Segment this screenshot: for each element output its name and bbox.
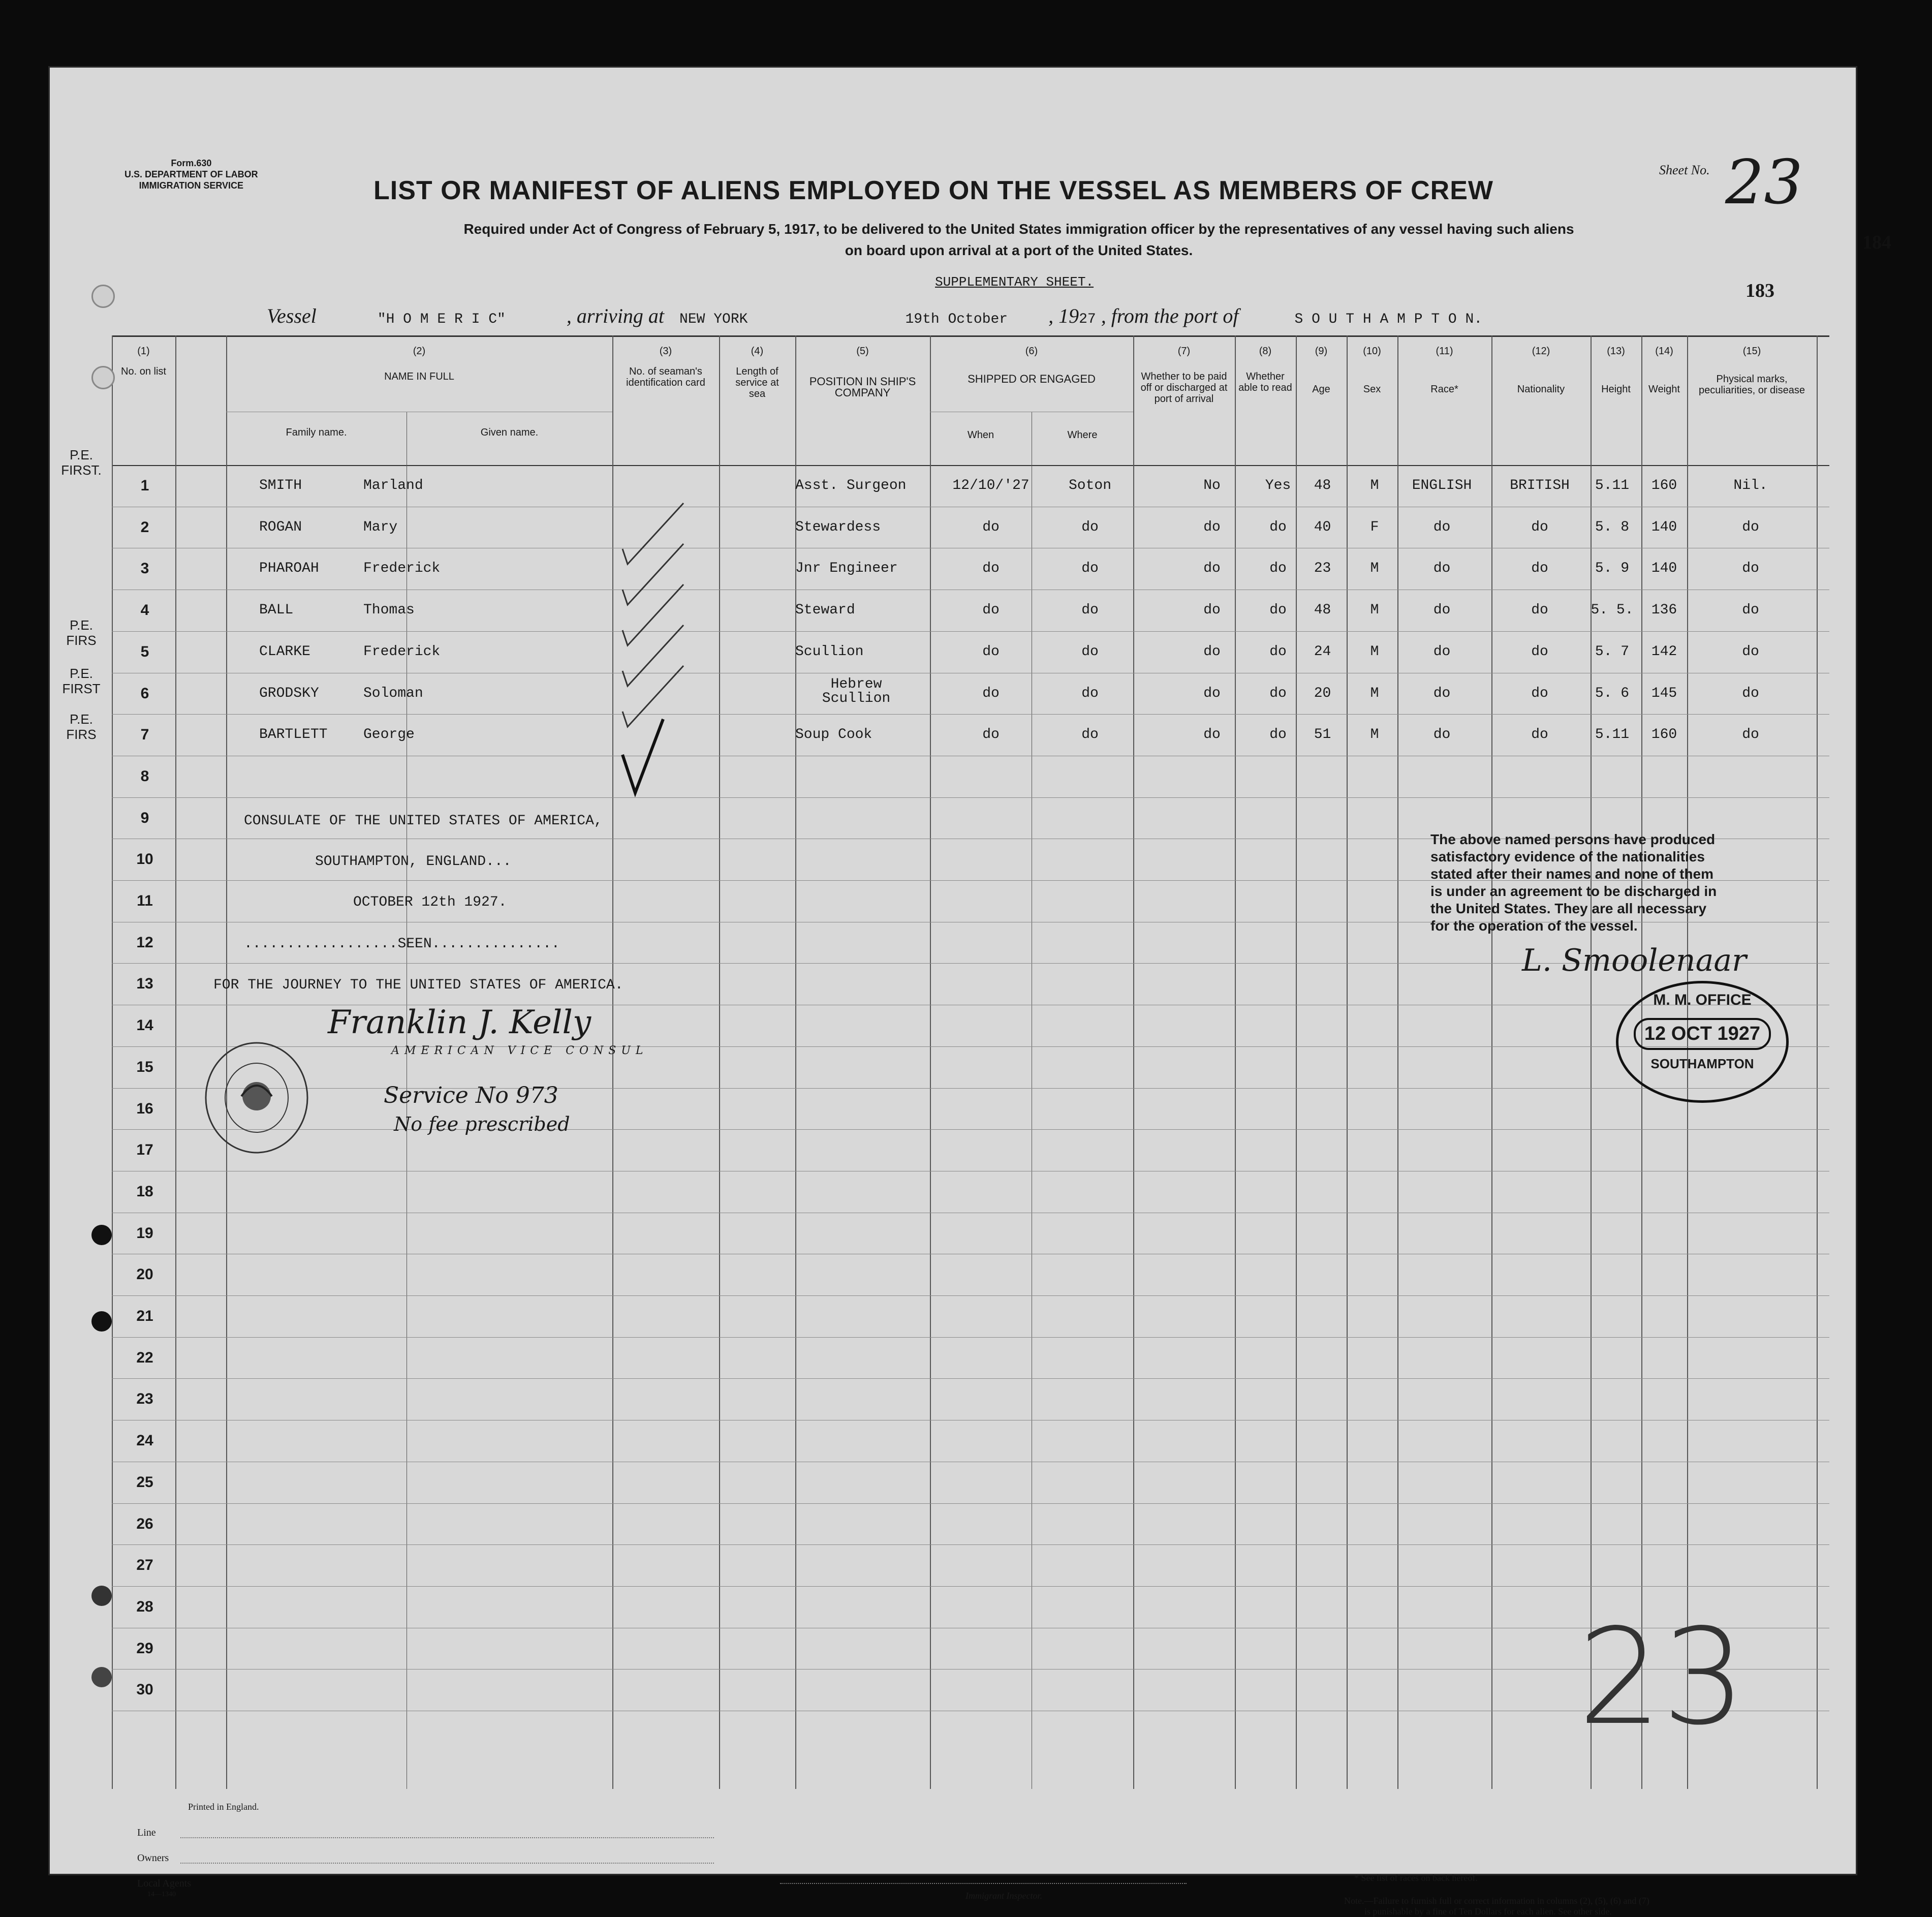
sheet-number-label: Sheet No.: [1659, 163, 1710, 177]
col-3-label: No. of seaman's identification card: [626, 366, 705, 388]
crew-race-cell: do: [1433, 602, 1451, 619]
col-12-num: (12): [1532, 346, 1550, 357]
crew-paid-cell: do: [1203, 602, 1221, 619]
col-line: [175, 335, 176, 1789]
crew-age-cell: 40: [1314, 519, 1331, 535]
subtitle-line-1: Required under Act of Congress of February 5, 1917, to be delivered to the United States immigration officer by the representatives of any vessel having such aliens: [463, 221, 1574, 237]
consulate-seal: [201, 1039, 313, 1156]
col-line: [1591, 335, 1592, 1789]
row-rule: [112, 631, 1829, 632]
pe-note: P.E. FIRS: [66, 712, 97, 742]
col-15-num: (15): [1742, 346, 1761, 357]
row-rule: [112, 1295, 1829, 1296]
crew-when-cell: 12/10/'27: [952, 478, 1030, 493]
crew-nationality-cell: do: [1531, 685, 1548, 701]
row-number: 25: [136, 1473, 153, 1491]
crew-weight-cell: 136: [1651, 602, 1677, 619]
crew-given-cell: Thomas: [363, 602, 415, 619]
binder-hole: [91, 1225, 112, 1245]
declaration-line: for the operation of the vessel.: [1430, 918, 1638, 934]
inspector-label: Immigrant Inspector.: [965, 1891, 1042, 1901]
crew-race-cell: do: [1433, 685, 1451, 701]
crew-weight-cell: 142: [1651, 643, 1677, 660]
stamp-date: 12 OCT 1927: [1634, 1018, 1771, 1050]
binder-hole: [91, 1667, 112, 1687]
crew-position-cell: Jnr Engineer: [795, 561, 898, 577]
declaration-line: stated after their names and none of them: [1430, 866, 1713, 882]
crew-sex-cell: M: [1370, 685, 1379, 701]
office-stamp: [1616, 981, 1789, 1103]
col-15-label: Physical marks, peculiarities, or disease: [1699, 374, 1805, 396]
row-number: 24: [136, 1432, 153, 1449]
crew-given-cell: Mary: [363, 519, 398, 535]
col-line: [1235, 335, 1236, 1789]
crew-when-cell: do: [982, 602, 1000, 619]
table-top-border: [112, 335, 1829, 337]
declaration: [1430, 831, 1717, 935]
page-title: LIST OR MANIFEST OF ALIENS EMPLOYED ON THE VESSEL AS MEMBERS OF CREW: [373, 176, 1493, 205]
line-field: [180, 1837, 714, 1838]
inspector-field: [780, 1883, 1187, 1884]
col-line: [719, 335, 720, 1789]
crew-given-cell: Frederick: [363, 561, 441, 577]
row-number: 17: [136, 1141, 153, 1159]
arrival-date: 19th October: [905, 312, 1008, 327]
row-number: 27: [136, 1557, 153, 1574]
crew-paid-cell: do: [1203, 643, 1221, 660]
line-label: Line: [137, 1827, 156, 1838]
col-5-label: POSITION IN SHIP'S COMPANY: [809, 375, 916, 399]
crew-position-cell: Scullion: [795, 643, 864, 660]
crew-given-cell: Frederick: [363, 643, 441, 660]
row-number: 7: [140, 726, 149, 744]
crew-weight-cell: 160: [1651, 478, 1677, 493]
crew-height-cell: 5.11: [1595, 478, 1630, 493]
crew-height-cell: 5. 5.: [1591, 602, 1634, 619]
crew-position-cell: Stewardess: [795, 519, 881, 535]
crew-sex-cell: M: [1370, 727, 1379, 743]
crew-sex-cell: F: [1370, 519, 1379, 535]
col-10-num: (10): [1363, 346, 1381, 357]
col-4-num: (4): [751, 346, 764, 357]
crew-read-cell: do: [1269, 643, 1287, 660]
crew-read-cell: do: [1269, 561, 1287, 577]
row-rule: [112, 1586, 1829, 1587]
col-4-label: Length of service at sea: [735, 366, 779, 399]
crew-when-cell: do: [982, 685, 1000, 701]
crew-where-cell: do: [1081, 643, 1099, 660]
row-rule: [112, 797, 1829, 798]
from-label: , from the port of: [1101, 304, 1239, 327]
col-line: [1133, 335, 1134, 1789]
crew-family-cell: GRODSKY: [259, 685, 319, 701]
crew-sex-cell: M: [1370, 478, 1379, 493]
crew-marks-cell: do: [1742, 685, 1759, 701]
crew-age-cell: 48: [1314, 602, 1331, 619]
crew-height-cell: 5. 6: [1595, 685, 1630, 701]
col-5-num: (5): [856, 346, 869, 357]
pe-note: P.E. FIRST.: [61, 447, 102, 478]
crew-marks-cell: do: [1742, 727, 1759, 743]
col-8-label: Whether able to read: [1238, 371, 1292, 393]
crew-family-cell: BARTLETT: [259, 727, 328, 743]
family-name-header: Family name.: [286, 427, 347, 438]
crew-paid-cell: do: [1203, 561, 1221, 577]
arrival-port: NEW YORK: [679, 312, 748, 327]
pe-note: P.E. FIRST: [62, 666, 101, 696]
crew-position-cell: Soup Cook: [795, 727, 872, 743]
col-2-num: (2): [413, 346, 426, 357]
crew-position-cell: Steward: [795, 602, 855, 619]
manifest-sheet: [48, 66, 1891, 1916]
crew-read-cell: do: [1269, 685, 1287, 701]
crew-position-cell: Hebrew Scullion: [822, 676, 891, 706]
row-number: 22: [136, 1349, 153, 1366]
col-9-label: Age: [1312, 384, 1330, 395]
header-bottom-border: [112, 465, 1829, 466]
penalty-note-line: is punishable by a fine of Ten Dollars for each alien. See other side.: [1364, 1906, 1612, 1916]
col-line: [930, 335, 931, 1789]
row-rule: [112, 1129, 1829, 1130]
crew-marks-cell: do: [1742, 561, 1759, 577]
row-number: 13: [136, 975, 153, 993]
vessel-line: [267, 304, 1482, 328]
crew-given-cell: Soloman: [363, 685, 423, 701]
consulate-line-4: ..................SEEN...............: [244, 936, 560, 952]
binder-hole: [91, 1311, 112, 1332]
owners-field: [180, 1863, 714, 1864]
row-number: 6: [140, 685, 149, 702]
crew-when-cell: do: [982, 643, 1000, 660]
crew-age-cell: 48: [1314, 478, 1331, 493]
crew-where-cell: Soton: [1068, 478, 1111, 493]
declaration-line: satisfactory evidence of the nationalities: [1430, 849, 1705, 864]
department: U.S. DEPARTMENT OF LABOR: [124, 169, 258, 179]
crew-when-cell: do: [982, 519, 1000, 535]
col-7-num: (7): [1177, 346, 1191, 357]
crew-age-cell: 23: [1314, 561, 1331, 577]
crew-age-cell: 24: [1314, 643, 1331, 660]
penalty-note: [1344, 1896, 1827, 1917]
col-6-num: (6): [1025, 346, 1038, 357]
col-3-num: (3): [659, 346, 672, 357]
crew-age-cell: 51: [1314, 727, 1331, 743]
crew-read-cell: Yes: [1265, 478, 1291, 493]
crew-weight-cell: 140: [1651, 561, 1677, 577]
crew-where-cell: do: [1081, 519, 1099, 535]
binder-hole: [91, 1586, 112, 1606]
from-port: S O U T H A M P T O N.: [1294, 312, 1483, 327]
crew-family-cell: CLARKE: [259, 643, 310, 660]
printed-in: Printed in England.: [188, 1802, 259, 1812]
row-number: 28: [136, 1598, 153, 1615]
form-code: 14—1340: [147, 1891, 176, 1898]
crew-sex-cell: M: [1370, 602, 1379, 619]
row-rule: [112, 1088, 1829, 1089]
service: IMMIGRATION SERVICE: [139, 180, 244, 191]
vessel-label: Vessel: [267, 304, 317, 327]
fee-note: No fee prescribed: [394, 1113, 570, 1135]
crew-nationality-cell: do: [1531, 727, 1548, 743]
col-14-num: (14): [1655, 346, 1673, 357]
binder-hole: [91, 285, 115, 308]
stamp-top: M. M. OFFICE: [1653, 992, 1752, 1008]
form-number: Form.630: [171, 158, 212, 168]
crew-read-cell: do: [1269, 602, 1287, 619]
col-13-num: (13): [1607, 346, 1625, 357]
crew-where-cell: do: [1081, 602, 1099, 619]
row-number: 12: [136, 934, 153, 951]
row-rule: [112, 1046, 1829, 1047]
row-rule: [112, 1378, 1829, 1379]
col-line: [1296, 335, 1297, 1789]
crew-given-cell: George: [363, 727, 415, 743]
crew-race-cell: do: [1433, 561, 1451, 577]
crew-when-cell: do: [982, 561, 1000, 577]
penalty-note-line: Note.—Failure to furnish full or correct information in columns (2), (5), (6) and (7): [1344, 1896, 1649, 1906]
crew-paid-cell: do: [1203, 685, 1221, 701]
consulate-line-3: OCTOBER 12th 1927.: [353, 894, 507, 910]
crew-nationality-cell: BRITISH: [1510, 478, 1570, 493]
col-line: [1347, 335, 1348, 1789]
row-rule: [112, 714, 1829, 715]
row-number: 11: [137, 892, 153, 909]
crew-height-cell: 5. 9: [1595, 561, 1630, 577]
subtitle: [282, 219, 1756, 261]
crew-age-cell: 20: [1314, 685, 1331, 701]
col-13-label: Height: [1601, 384, 1631, 395]
col-7-label: Whether to be paid off or discharged at port of arrival: [1140, 371, 1228, 405]
col-line: [1491, 335, 1492, 1789]
crew-when-cell: do: [982, 727, 1000, 743]
arriving-label: , arriving at: [566, 304, 665, 327]
officer-signature: L. Smoolenaar: [1522, 943, 1747, 978]
crew-weight-cell: 160: [1651, 727, 1677, 743]
col-line: [1397, 335, 1398, 1789]
crew-paid-cell: do: [1203, 519, 1221, 535]
crew-position-cell: Asst. Surgeon: [795, 478, 907, 493]
row-number: 10: [136, 851, 153, 868]
checkmarks: [612, 483, 694, 798]
where-header: Where: [1067, 429, 1098, 441]
crew-weight-cell: 145: [1651, 685, 1677, 701]
declaration-line: is under an agreement to be discharged in: [1430, 883, 1717, 899]
row-rule: [112, 1544, 1829, 1545]
row-number: 16: [136, 1100, 153, 1117]
crew-marks-cell: Nil.: [1733, 478, 1768, 493]
col-11-label: Race*: [1430, 384, 1458, 395]
subtitle-line-2: on board upon arrival at a port of the United States.: [845, 242, 1193, 258]
form-header: [124, 158, 258, 191]
crew-weight-cell: 140: [1651, 519, 1677, 535]
row-number: 4: [140, 602, 149, 619]
row-number: 26: [136, 1515, 153, 1532]
row-number: 15: [136, 1058, 153, 1075]
col-9-num: (9): [1315, 346, 1328, 357]
consul-caption: AMERICAN VICE CONSUL: [391, 1044, 648, 1057]
crew-family-cell: BALL: [259, 602, 294, 619]
agents-label: Local Agents: [137, 1878, 192, 1889]
col-line: [112, 335, 113, 1789]
crew-given-cell: Marland: [363, 478, 423, 493]
crew-table: [112, 335, 1829, 1789]
year-prefix: , 19: [1048, 304, 1079, 327]
col-8-num: (8): [1259, 346, 1272, 357]
crew-height-cell: 5. 8: [1595, 519, 1630, 535]
page-number-184: 184: [1862, 232, 1891, 253]
handwritten-number: 23: [1578, 1601, 1746, 1754]
crew-nationality-cell: do: [1531, 519, 1548, 535]
crew-marks-cell: do: [1742, 602, 1759, 619]
crew-nationality-cell: do: [1531, 643, 1548, 660]
crew-nationality-cell: do: [1531, 561, 1548, 577]
supplementary-sheet: SUPPLEMENTARY SHEET.: [935, 274, 1094, 290]
crew-race-cell: do: [1433, 643, 1451, 660]
given-name-header: Given name.: [480, 427, 539, 438]
crew-read-cell: do: [1269, 727, 1287, 743]
stamp-bottom: SOUTHAMPTON: [1650, 1056, 1754, 1071]
consulate-line-2: SOUTHAMPTON, ENGLAND...: [315, 854, 512, 870]
col-1-label: No. on list: [121, 366, 166, 377]
crew-marks-cell: do: [1742, 643, 1759, 660]
crew-where-cell: do: [1081, 685, 1099, 701]
consulate-line-1: CONSULATE OF THE UNITED STATES OF AMERICA,: [244, 813, 603, 829]
pe-note: P.E. FIRS: [66, 617, 97, 648]
crew-sex-cell: M: [1370, 643, 1379, 660]
col-line: [795, 335, 796, 1789]
owners-label: Owners: [137, 1852, 169, 1864]
binder-hole: [91, 366, 115, 389]
row-number: 19: [136, 1224, 153, 1242]
crew-height-cell: 5.11: [1595, 727, 1630, 743]
row-number: 1: [140, 477, 149, 494]
when-header: When: [967, 429, 994, 441]
col-12-label: Nationality: [1517, 384, 1565, 395]
crew-family-cell: ROGAN: [259, 519, 302, 535]
crew-height-cell: 5. 7: [1595, 643, 1630, 660]
vessel-name: "H O M E R I C": [377, 312, 506, 327]
service-number: Service No 973: [384, 1083, 558, 1108]
col-10-label: Sex: [1363, 384, 1381, 395]
declaration-line: the United States. They are all necessary: [1430, 901, 1707, 916]
row-rule: [112, 1337, 1829, 1338]
col-11-num: (11): [1436, 346, 1453, 357]
row-rule: [112, 1503, 1829, 1504]
crew-race-cell: ENGLISH: [1412, 478, 1472, 493]
crew-where-cell: do: [1081, 561, 1099, 577]
crew-read-cell: do: [1269, 519, 1287, 535]
crew-where-cell: do: [1081, 727, 1099, 743]
row-number: 8: [140, 767, 149, 785]
crew-paid-cell: No: [1203, 478, 1221, 493]
row-number: 20: [136, 1266, 153, 1283]
crew-family-cell: PHAROAH: [259, 561, 319, 577]
row-number: 2: [140, 518, 149, 536]
crew-race-cell: do: [1433, 519, 1451, 535]
col-6-label: SHIPPED OR ENGAGED: [968, 373, 1096, 385]
row-number: 18: [136, 1183, 153, 1200]
consul-signature: Franklin J. Kelly: [328, 1004, 591, 1041]
crew-race-cell: do: [1433, 727, 1451, 743]
col-2-label: NAME IN FULL: [384, 371, 454, 382]
row-number: 9: [140, 809, 149, 826]
row-number: 3: [140, 560, 149, 577]
crew-paid-cell: do: [1203, 727, 1221, 743]
col-1-num: (1): [137, 346, 150, 357]
declaration-line: The above named persons have produced: [1430, 831, 1716, 847]
row-number: 30: [136, 1681, 153, 1698]
row-number: 29: [136, 1640, 153, 1657]
row-number: 5: [140, 643, 149, 660]
col-line: [1817, 335, 1818, 1789]
crew-nationality-cell: do: [1531, 602, 1548, 619]
crew-family-cell: SMITH: [259, 478, 302, 493]
crew-sex-cell: M: [1370, 561, 1379, 577]
consulate-line-5: FOR THE JOURNEY TO THE UNITED STATES OF AMERICA.: [213, 977, 624, 993]
row-number: 23: [136, 1390, 153, 1408]
year-suffix: 27: [1079, 312, 1096, 327]
row-number: 21: [136, 1308, 153, 1324]
race-note: * See list of races on back hereof.: [1354, 1873, 1478, 1883]
page-number-183: 183: [1746, 280, 1774, 301]
sheet-number: 23: [1725, 147, 1803, 218]
crew-marks-cell: do: [1742, 519, 1759, 535]
row-number: 14: [136, 1017, 153, 1034]
col-14-label: Weight: [1648, 384, 1680, 395]
